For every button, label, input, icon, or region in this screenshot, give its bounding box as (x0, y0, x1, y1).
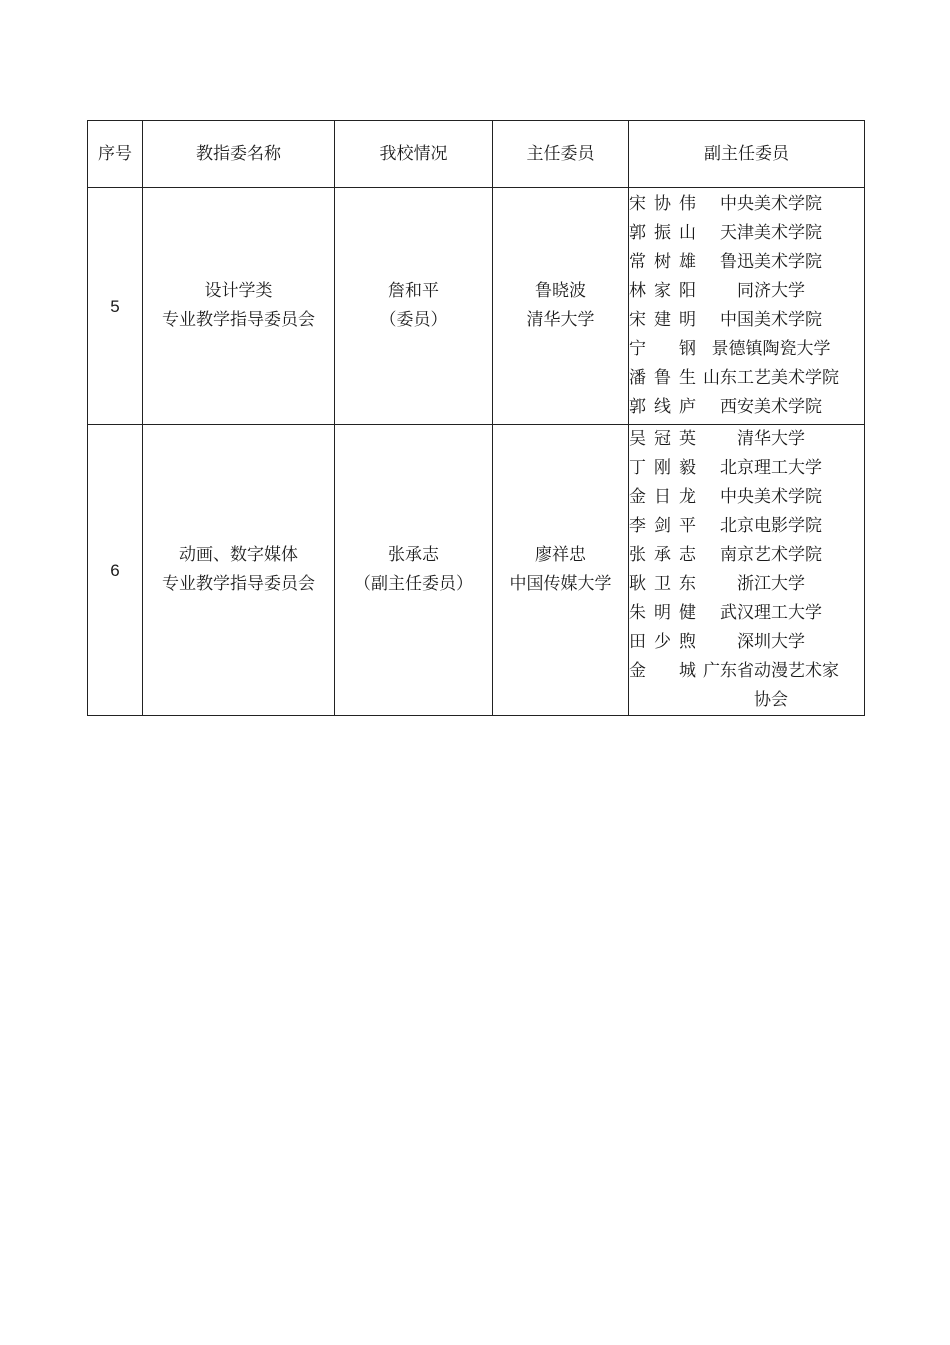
row-director (493, 425, 629, 716)
vice-name: 金日龙 (629, 487, 696, 507)
vice-institution: 广东省动漫艺术家协会 (703, 661, 839, 710)
vice-director-entry (629, 541, 864, 570)
vice-director-entry (629, 219, 864, 248)
vice-institution: 浙江大学 (737, 574, 805, 594)
our-school-role: （委员） (379, 310, 448, 330)
director-institution: 清华大学 (526, 310, 595, 330)
header-director: 主任委员 (493, 121, 629, 188)
our-school-role: （副主任委员） (354, 574, 473, 594)
vice-director-entry (629, 628, 864, 657)
vice-director-entry (629, 425, 864, 454)
header-vice-directors: 副主任委员 (629, 121, 865, 188)
vice-director-entry (629, 483, 864, 512)
row-vice-directors (629, 425, 865, 716)
vice-institution: 中央美术学院 (720, 487, 822, 507)
row-committee (143, 188, 335, 425)
director-name: 鲁晓波 (535, 281, 586, 301)
table-row (88, 425, 865, 716)
vice-institution: 清华大学 (737, 429, 805, 449)
director-institution: 中国传媒大学 (509, 574, 612, 594)
vice-institution: 武汉理工大学 (720, 603, 822, 623)
vice-director-entry (629, 454, 864, 483)
vice-institution: 鲁迅美术学院 (720, 252, 822, 272)
vice-institution: 景德镇陶瓷大学 (711, 339, 831, 359)
vice-director-entry (629, 277, 864, 306)
vice-director-entry (629, 306, 864, 335)
vice-director-entry (629, 512, 864, 541)
vice-institution: 天津美术学院 (720, 223, 822, 243)
vice-director-entry (629, 393, 864, 422)
vice-director-entry (629, 599, 864, 628)
committee-line: 设计学类 (204, 281, 273, 301)
table-header-row (88, 121, 865, 188)
vice-name: 潘鲁生 (629, 368, 696, 388)
vice-name: 朱明健 (629, 603, 696, 623)
our-school-person: 张承志 (388, 545, 439, 565)
vice-director-entry (629, 248, 864, 277)
vice-name: 郭振山 (629, 223, 696, 243)
header-our-school: 我校情况 (335, 121, 493, 188)
row-seq: 5 (88, 188, 143, 425)
header-seq: 序号 (88, 121, 143, 188)
vice-name: 田少煦 (629, 632, 696, 652)
row-director (493, 188, 629, 425)
vice-name: 宁 钢 (629, 339, 696, 359)
vice-institution: 中央美术学院 (720, 194, 822, 214)
committee-line: 动画、数字媒体 (179, 545, 298, 565)
vice-name: 李剑平 (629, 516, 696, 536)
vice-name: 林家阳 (629, 281, 696, 301)
vice-institution: 南京艺术学院 (720, 545, 822, 565)
vice-director-entry (629, 364, 864, 393)
vice-name: 丁刚毅 (629, 458, 696, 478)
vice-institution: 深圳大学 (737, 632, 805, 652)
vice-name: 吴冠英 (629, 429, 696, 449)
committee-table (87, 120, 865, 716)
vice-institution: 北京电影学院 (720, 516, 822, 536)
vice-name: 宋建明 (629, 310, 696, 330)
vice-institution: 同济大学 (737, 281, 805, 301)
row-seq: 6 (88, 425, 143, 716)
vice-institution: 北京理工大学 (720, 458, 822, 478)
vice-institution: 西安美术学院 (720, 397, 822, 417)
director-name: 廖祥忠 (535, 545, 586, 565)
header-committee-name: 教指委名称 (143, 121, 335, 188)
row-our-school (335, 188, 493, 425)
vice-name: 常树雄 (629, 252, 696, 272)
vice-director-entry (629, 570, 864, 599)
vice-director-entry (629, 657, 864, 715)
vice-institution: 山东工艺美术学院 (703, 368, 839, 388)
committee-line: 专业教学指导委员会 (162, 310, 315, 330)
vice-institution: 中国美术学院 (720, 310, 822, 330)
vice-name: 郭线庐 (629, 397, 696, 417)
vice-name: 金 城 (629, 661, 696, 681)
committee-line: 专业教学指导委员会 (162, 574, 315, 594)
our-school-person: 詹和平 (388, 281, 439, 301)
table-row (88, 188, 865, 425)
vice-name: 宋协伟 (629, 194, 696, 214)
vice-name: 耿卫东 (629, 574, 696, 594)
row-vice-directors (629, 188, 865, 425)
row-committee (143, 425, 335, 716)
vice-director-entry (629, 190, 864, 219)
row-our-school (335, 425, 493, 716)
vice-director-entry (629, 335, 864, 364)
vice-name: 张承志 (629, 545, 696, 565)
